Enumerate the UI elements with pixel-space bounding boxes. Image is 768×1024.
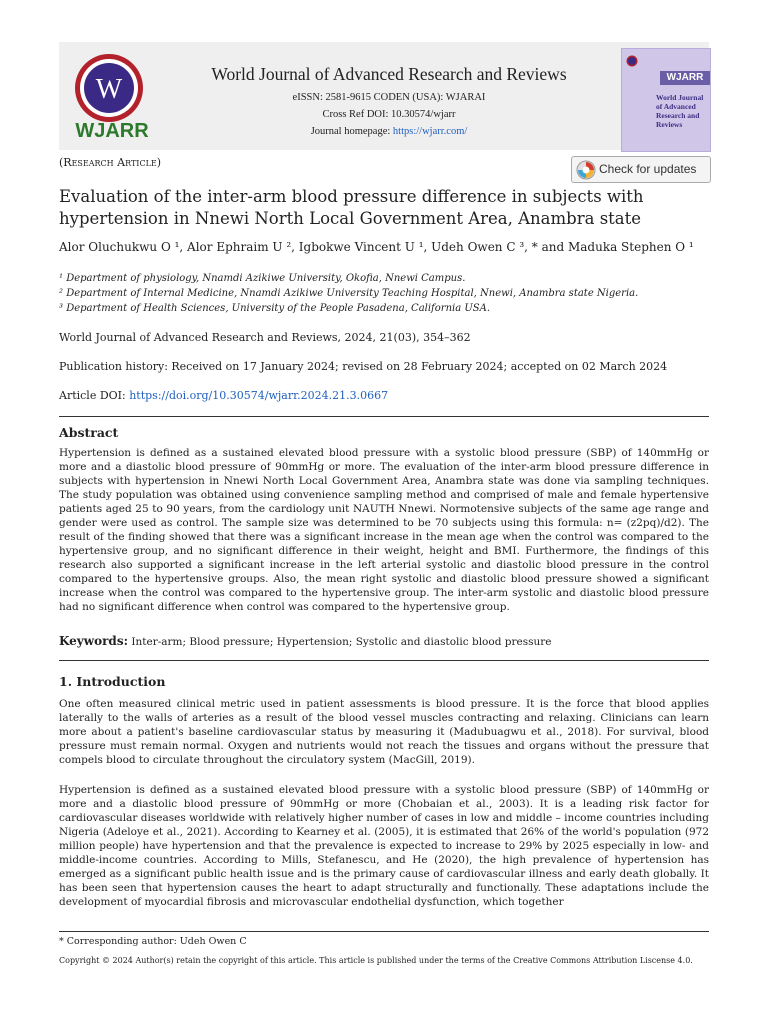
crossmark-icon [576,160,596,180]
citation: World Journal of Advanced Research and Reviews, 2024, 21(03), 354–362 [59,331,471,344]
article-type: (Research Article) [59,156,162,169]
doi-label: Article DOI: [59,389,130,402]
copyright-notice: Copyright © 2024 Author(s) retain the copyright of this article. This article is published under the terms of the Creative Commons Attribution Liscense 4.0. [59,956,693,965]
affiliation-1: ¹ Department of physiology, Nnamdi Azikiwe University, Okofia, Nnewi Campus. [59,273,466,284]
introduction-heading: 1. Introduction [59,674,166,689]
section-rule [59,660,709,661]
authors: Alor Oluchukwu O ¹, Alor Ephraim U ², Igbokwe Vincent U ¹, Udeh Owen C ³, * and Maduka Stephen O ¹ [59,240,694,254]
intro-paragraph-1: One often measured clinical metric used in patient assessments is blood pressure. It is the force that blood applies laterally to the walls of arteries as a result of the blood vessel muscles contracting and relaxing. Clinicians can learn more about a patient's baseline cardiovascular status by measuring it (Madubuagwu et al., 2018). For survival, blood pressure must remain normal. Oxygen and nutrients would not reach the tissues and organs without the pressure that compels blood to circulate throughout the circulatory system (MacGill, 2019). [59,698,709,766]
logo-wordmark: WJARR [75,120,149,142]
journal-cover [621,48,711,152]
journal-title: World Journal of Advanced Research and Reviews [211,64,567,84]
doi-link[interactable]: https://doi.org/10.30574/wjarr.2024.21.3.0667 [129,389,389,402]
keywords [59,634,709,648]
abstract-text: Hypertension is defined as a sustained elevated blood pressure with a systolic blood pressure (SBP) of 140mmHg or more and a diastolic blood pressure of 90mmHg or more. The evaluation of the inter-arm blood pressure difference in subjects with hypertension in Nnewi North Local Government Area, Anambra state was done via sampling techniques. The study population was obtained using convenience sampling method and comprised of male and female hypertensive patients aged 25 to 90 years, from the cardiology unit NAUTH Nnewi. Normotensive subjects of the same age range and gender were used as control. The sample size was determined to be 70 subjects using this formula: n= (z2pq)/d2). The result of the finding showed that there was a significant increase in the mean age when the control was compared to the hypertensive group, and no significant difference in their weight, height and BMI. Furthermore, the findings of this research also supported a significant increase in the left arterial systolic and diastolic blood pressure in the control compared to the hypertensive groups. Also, the mean right systolic and diastolic blood pressure showed a significant increase when the control was compared to the hypertensive group. The inter-arm systolic and diastolic blood pressure had no significant difference when control was compared to the hypertensive group. [59,447,709,613]
cover-title: World Journal of Advanced Research and Reviews [656,93,704,129]
footnote-rule [59,931,709,932]
publication-history: Publication history: Received on 17 January 2024; revised on 28 February 2024; accepted on 02 March 2024 [59,360,668,373]
homepage-link[interactable]: https://wjarr.com/ [392,126,468,137]
article-doi [59,389,719,402]
check-for-updates-button[interactable] [571,156,711,183]
affiliation-2: ² Department of Internal Medicine, Nnamdi Azikiwe University Teaching Hospital, Nnewi, Anambra state Nigeria. [59,288,639,299]
keywords-list: Inter-arm; Blood pressure; Hypertension; Systolic and diastolic blood pressure [131,636,552,648]
check-updates-label: Check for updates [599,162,697,176]
homepage-label: Journal homepage: [310,126,393,137]
issn-line: eISSN: 2581-9615 CODEN (USA): WJARAI [292,92,486,103]
logo-letter: W [95,74,123,105]
crossref-doi: Cross Ref DOI: 10.30574/wjarr [322,109,456,120]
journal-header [59,42,709,150]
abstract-top-rule [59,416,709,417]
cover-logo-icon [626,55,638,67]
keywords-label: Keywords: [59,634,129,648]
intro-paragraph-2: Hypertension is defined as a sustained elevated blood pressure with a systolic blood pressure (SBP) of 140mmHg or more and a diastolic blood pressure of 90mmHg or more (Chobaian et al., 2003). It is a leading risk factor for cardiovascular diseases worldwide with relatively higher number of cases in low and middle – income countries including Nigeria (Adeloye et al., 2021). According to Kearney et al. (2005), it is estimated that 26% of the world's population (972 million people) have hypertension and that the prevalence is expected to increase to 29% by 2025 especially in low- and middle-income countries. According to Mills, Stefanescu, and He (2020), the high prevalence of hypertension has emerged as a significant public health issue and is the primary cause of cardiovascular illness and early death globally. It has been seen that hypertension causes the heart to adapt structurally and functionally. These adaptations include the development of myocardial fibrosis and microvascular endothelial dysfunction, which together [59,784,709,908]
cover-band: WJARR [660,71,710,85]
affiliation-3: ³ Department of Health Sciences, University of the People Pasadena, California USA. [59,303,491,314]
corresponding-author: * Corresponding author: Udeh Owen C [59,936,247,947]
article-title: Evaluation of the inter-arm blood pressure difference in subjects with hypertension in Nnewi North Local Government Area, Anambra state [59,187,644,228]
journal-homepage [174,126,604,137]
abstract-heading: Abstract [59,425,119,440]
